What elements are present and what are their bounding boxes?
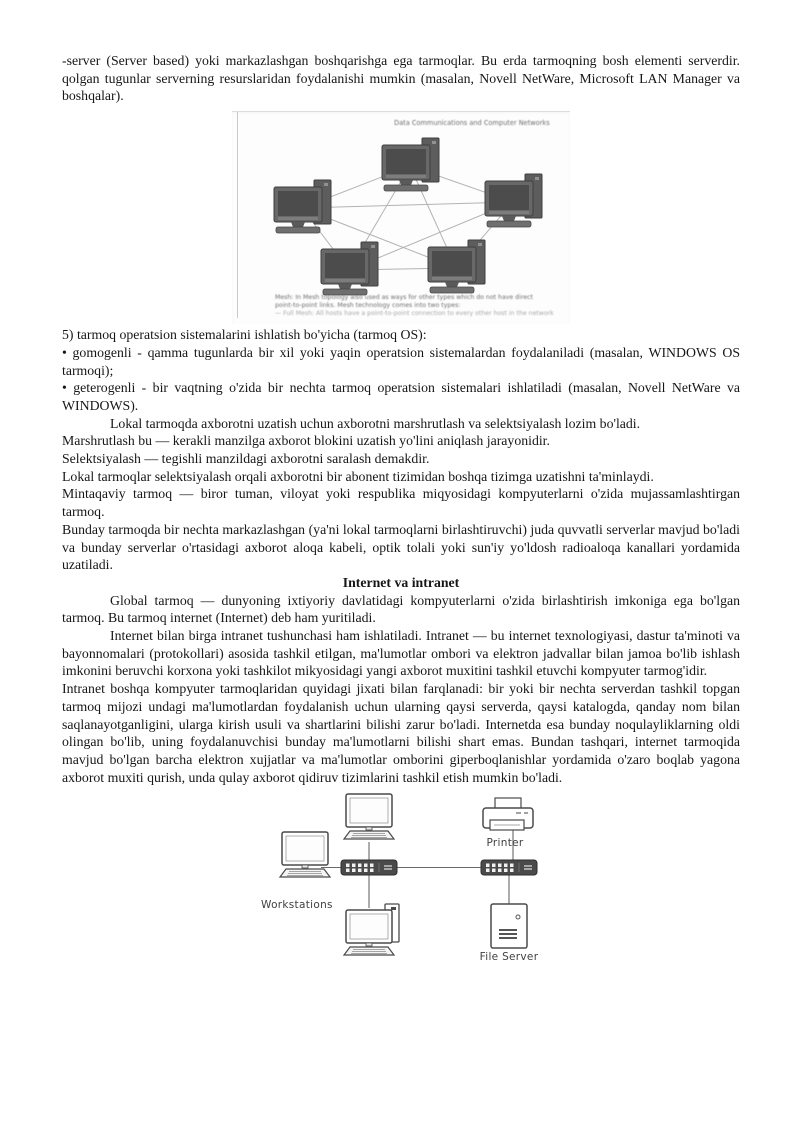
paragraph: • gomogenli - qamma tugunlarda bir xil yoki yaqin operatsion sistemalardan foydalaniladi (masalan, WINDOWS OS tarmoqi); xyxy=(62,344,740,378)
desktop-computer-icon xyxy=(485,174,542,227)
desktop-computer-icon xyxy=(382,138,439,191)
figure-caption xyxy=(275,294,567,318)
figure-header-text: Data Communications and Computer Networks xyxy=(394,119,550,128)
workstations-label: Workstations xyxy=(261,899,333,912)
section-heading: Internet va intranet xyxy=(342,574,460,590)
network-switch-icon xyxy=(481,860,537,875)
workstation-icon xyxy=(344,794,394,839)
paragraph: Intranet boshqa kompyuter tarmoqlaridan quyidagi jixati bilan farqlanadi: bir yoki bir nechta serverdan tashkil topgan tarmoq mijozi undagi ma'lumotlardan foydalanish uchun ularning qaysi serverda, qaysi katalogda, qanday nom bilan saqlanayotganligini, ularga kirish usuli va shartlarini bilishi zarur bo'ladi. Internetda esa bunday noqulayliklarning oldi olingan bo'lib, uning foydalanuvchisi bunday ma'lumotlarni bilishi shart emas. Bundan tashqari, internet tarmoqida mavjud bo'lgan barcha elektron xujjatlar va ma'lumotlar omborini giperboqlanishlar yordamida o'zaro boqlab yagona axborot muxiti qurish, unda qulay axborot qidiruv tizimlarini tashkil etish mumkin bo'ladi. xyxy=(62,681,740,785)
paragraph: Bunday tarmoqda bir nechta markazlashgan (ya'ni lokal tarmoqlarni birlashtiruvchi) juda quvvatli serverlar mavjud bo'ladi va bunday serverlar o'rtasidagi axborot aloqa kabeli, optik tolali yoki sun'iy yo'ldosh radioaloqa kanallari yordamida uzatiladi. xyxy=(62,521,740,573)
figure-caption-line: Mesh: In Mesh topology also used as ways for other types which do not have direct xyxy=(275,294,533,302)
paragraph: Global tarmoq — dunyoning ixtiyoriy davlatidagi kompyuterlarni o'zida birlashtirish imkoniga ega bo'lgan tarmoq. Bu tarmoq internet (Internet) deb ham yuritiladi. xyxy=(62,592,740,626)
mesh-topology-drawing xyxy=(232,112,570,324)
paragraph: 5) tarmoq operatsion sistemalarini ishlatish bo'yicha (tarmoq OS): xyxy=(62,327,427,343)
paragraph: Lokal tarmoqlar selektsiyalash orqali axborotni bir abonent tizimidan boshqa tizimga uzatishni ta'minlaydi. xyxy=(62,468,654,484)
paragraph: • geterogenli - bir vaqtning o'zida bir nechta tarmoq operatsion sistemalari ishlatiladi (masalan, Novell NetWare va WINDOWS). xyxy=(62,380,740,413)
mesh-topology-figure xyxy=(232,111,570,324)
paragraph: Mintaqaviy tarmoq — biror tuman, viloyat yoki respublika miqyosidagi kompyuterlarni o'zida mujassamlashtirgan tarmoq. xyxy=(62,486,740,520)
file-server-label: File Server xyxy=(479,951,539,964)
lan-diagram-drawing xyxy=(255,792,555,964)
desktop-computer-icon xyxy=(428,240,485,293)
paragraph: Internet bilan birga intranet tushunchasi ham ishlatiladi. Intranet — bu internet texnologiyasi, dastur ta'minoti va bayonnomalari (protokollari) asosida tashkil etilgan, ma'lumotlar ombori va elektron jadvallar bilan jamoa bo'lib ishlash imkonini beruvchi korxona yoki tashkilot mikyosidagi yangi axborot muxitini tashkil etuvchi kompyuter tarmog'idir. xyxy=(62,628,740,679)
figure-caption-line: point-to-point links. Mesh technology comes into two types: xyxy=(275,302,461,310)
workstation-icon xyxy=(280,832,330,877)
workstation-with-tower-icon xyxy=(344,904,399,955)
paragraph: -server (Server based) yoki markazlashgan boshqarishga ega tarmoqlar. Bu erda tarmoqning bosh elementi serverdir. qolgan tugunlar serverning resurslaridan foydalanishi mumkin (masalan, Novell NetWare, Microsoft LAN Manager va boshqalar). xyxy=(62,53,740,104)
file-server-icon xyxy=(491,904,527,948)
paragraph: Marshrutlash bu — kerakli manzilga axborot blokini uzatish yo'lini aniqlash jarayonidir. xyxy=(62,433,550,449)
lan-diagram-figure xyxy=(255,792,555,964)
printer-icon xyxy=(483,798,533,830)
paragraph: Selektsiyalash — tegishli manzildagi axborotni saralash demakdir. xyxy=(62,451,430,467)
network-switch-icon xyxy=(341,860,397,875)
desktop-computer-icon xyxy=(321,242,378,295)
desktop-computer-icon xyxy=(274,180,331,233)
printer-label: Printer xyxy=(486,837,524,850)
figure-caption-line: — Full Mesh: All hosts have a point-to-point connection to every other host in the network xyxy=(275,310,554,318)
paragraph: Lokal tarmoqda axborotni uzatish uchun axborotni marshrutlash va selektsiyalash lozim bo'ladi. xyxy=(110,415,641,431)
